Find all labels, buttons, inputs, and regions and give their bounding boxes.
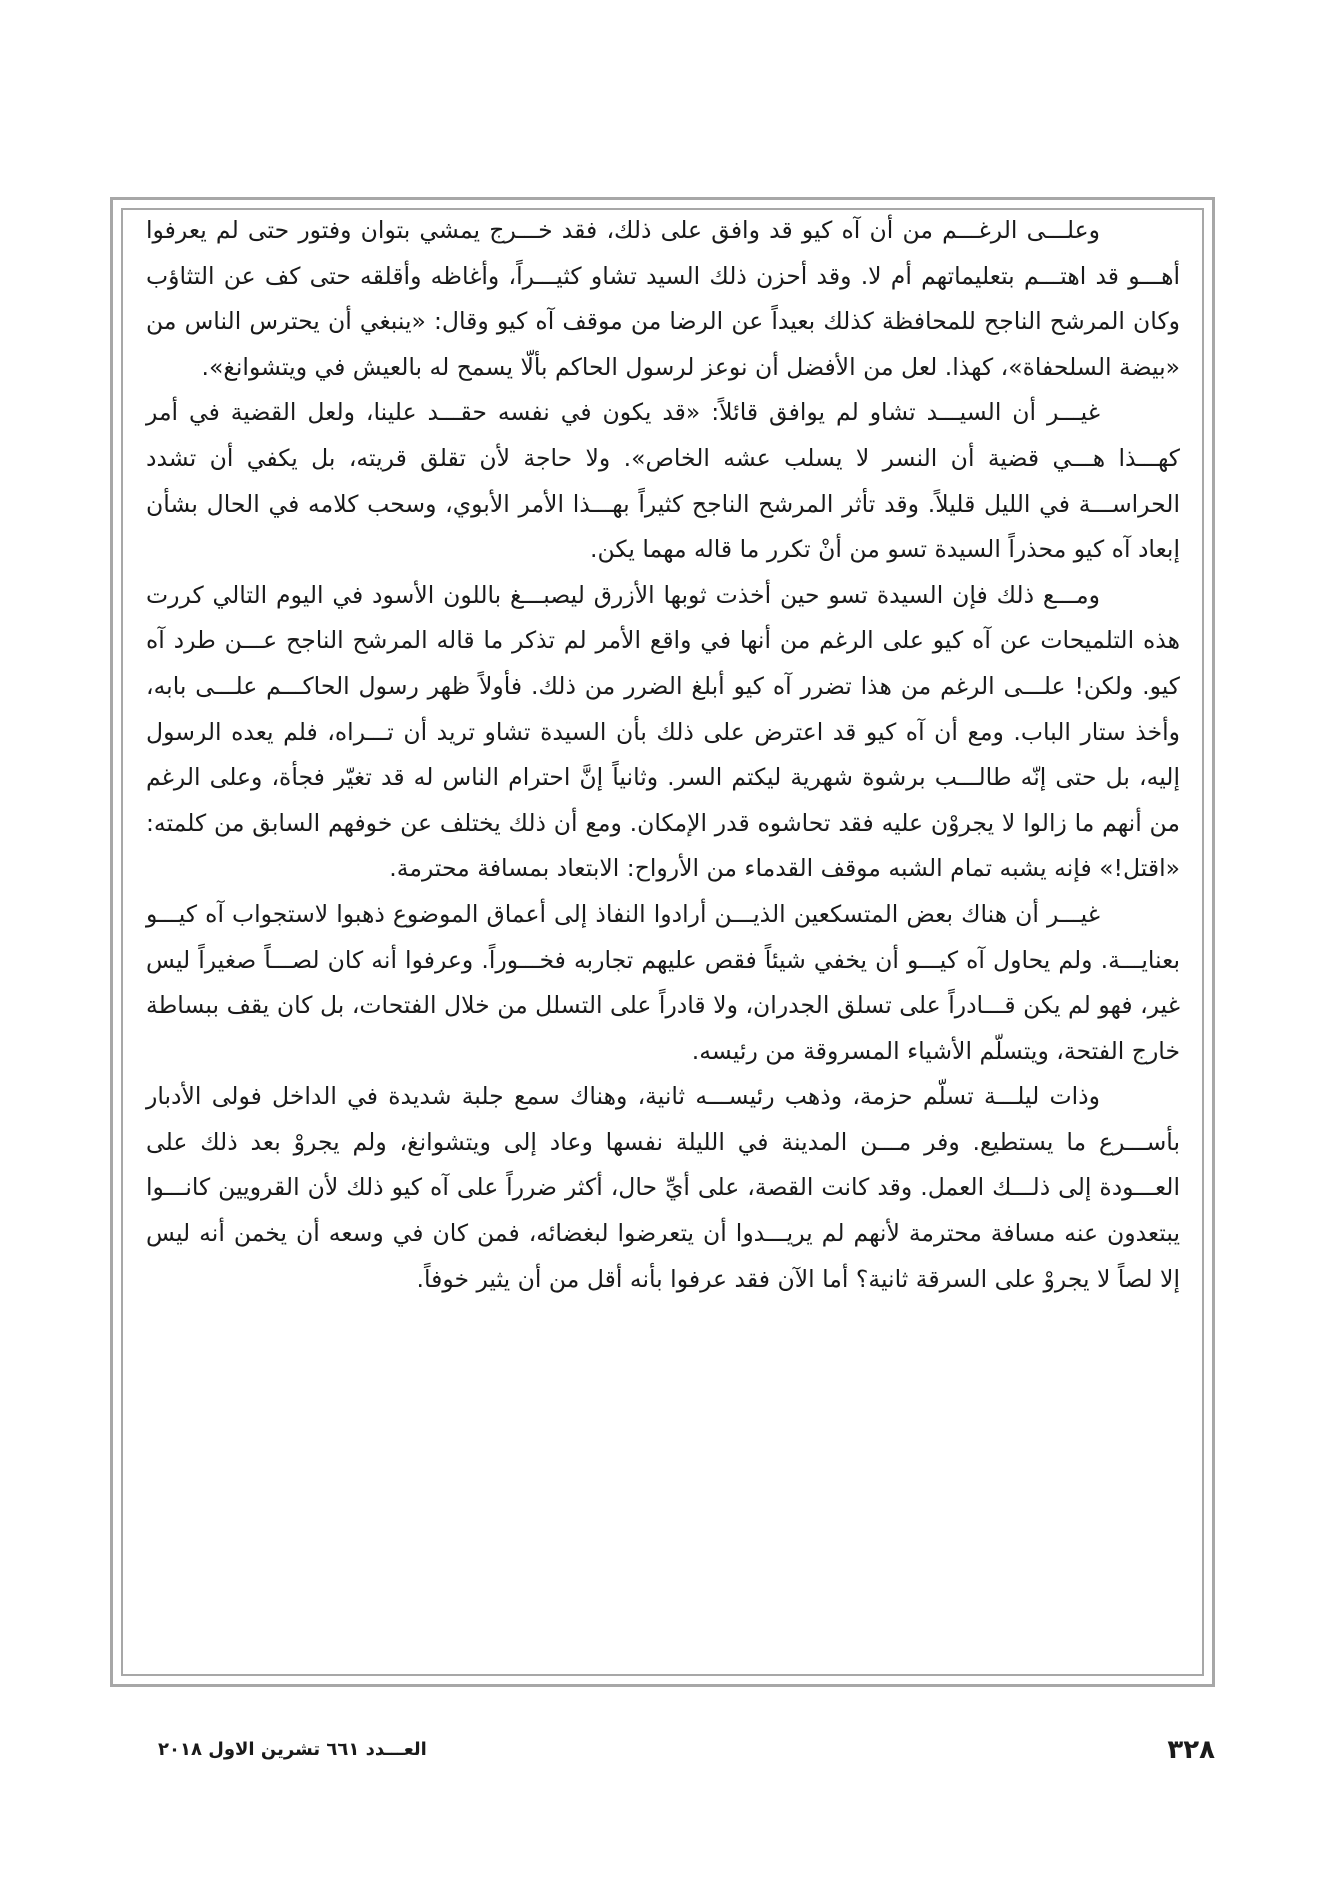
- paragraph-5: وذات ليلـــة تسلّم حزمة، وذهب رئيســـه ثانية، وهناك سمع جلبة شديدة في الداخل فولى الأدبار بأســـرع ما يستطيع. وفر مـــن المدينة في الليلة نفسها وعاد إلى ويتشوانغ، ولم يجروْ بعد ذلك على العـــودة إلى ذلـــك العمل. وقد كانت القصة، على أيِّ حال، أكثر ضرراً على آه كيو ذلك لأن القرويين كانـــوا يبتعدون عنه مسافة محترمة لأنهم لم يريـــدوا أن يتعرضوا لبغضائه، فمن كان في وسعه أن يخمن أنه ليس إلا لصاً لا يجروْ على السرقة ثانية؟ أما الآن فقد عرفوا بأنه أقل من أن يثير خوفاً.: [146, 1082, 1180, 1293]
- paragraph-2: غيـــر أن السيـــد تشاو لم يوافق قائلاً: «قد يكون في نفسه حقـــد علينا، ولعل القضية في أمر كهـــذا هـــي قضية أن النسر لا يسلب عشه الخاص». ولا حاجة لأن تقلق قريته، بل يكفي أن تشدد الحراســـة في الليل قليلاً. وقد تأثر المرشح الناجح كثيراً بهـــذا الأمر الأبوي، وسحب كلامه في الحال بشأن إبعاد آه كيو محذراً السيدة تسو من أنْ تكرر ما قاله مهما يكن.: [146, 398, 1180, 564]
- page-number: ٣٢٨: [1167, 1735, 1215, 1765]
- paragraph-1: وعلـــى الرغـــم من أن آه كيو قد وافق على ذلك، فقد خـــرج يمشي بتوان وفتور حتى لم يعرفوا أهـــو قد اهتـــم بتعليماتهم أم لا. وقد أحزن ذلك السيد تشاو كثيـــراً، وأغاظه وأقلقه حتى كف عن التثاؤب وكان المرشح الناجح للمحافظة كذلك بعيداً عن الرضا من موقف آه كيو وقال: «ينبغي أن يحترس الناس من «بيضة السلحفاة»، كهذا. لعل من الأفضل أن نوعز لرسول الحاكم بألّا يسمح له بالعيش في ويتشوانغ».: [146, 216, 1180, 381]
- paragraph-4: غيـــر أن هناك بعض المتسكعين الذيـــن أرادوا النفاذ إلى أعماق الموضوع ذهبوا لاستجواب آه كيـــو بعنايـــة. ولم يحاول آه كيـــو أن يخفي شيئاً فقص عليهم تجاربه فخـــوراً. وعرفوا أنه كان لصـــاً صغيراً ليس غير، فهو لم يكن قـــادراً على تسلق الجدران، ولا قادراً على التسلل من خلال الفتحات، بل كان يقف ببساطة خارج الفتحة، ويتسلّم الأشياء المسروقة من رئيسه.: [146, 899, 1180, 1065]
- issue-info: العـــدد ٦٦١ تشرين الاول ٢٠١٨: [158, 1739, 427, 1760]
- page-footer: [110, 1735, 1215, 1775]
- paragraph-3: ومـــع ذلك فإن السيدة تسو حين أخذت ثوبها الأزرق ليصبـــغ باللون الأسود في اليوم التالي كررت هذه التلميحات عن آه كيو على الرغم من أنها في واقع الأمر لم تذكر ما قاله المرشح الناجح عـــن طرد آه كيو. ولكن! علـــى الرغم من هذا تضرر آه كيو أبلغ الضرر من ذلك. فأولاً ظهر رسول الحاكـــم علـــى بابه، وأخذ ستار الباب. ومع أن آه كيو قد اعترض على ذلك بأن السيدة تشاو تريد أن تـــراه، فلم يعده الرسول إليه، بل حتى إنّه طالـــب برشوة شهرية ليكتم السر. وثانياً إنَّ احترام الناس له قد تغيّر فجأة، وعلى الرغم من أنهم ما زالوا لا يجروْن عليه فقد تحاشوه قدر الإمكان. ومع أن ذلك يختلف عن خوفهم السابق من كلمته: «اقتل!» فإنه يشبه تمام الشبه موقف القدماء من الأرواح: الابتعاد بمسافة محترمة.: [146, 580, 1180, 883]
- article-body: [146, 208, 1180, 1302]
